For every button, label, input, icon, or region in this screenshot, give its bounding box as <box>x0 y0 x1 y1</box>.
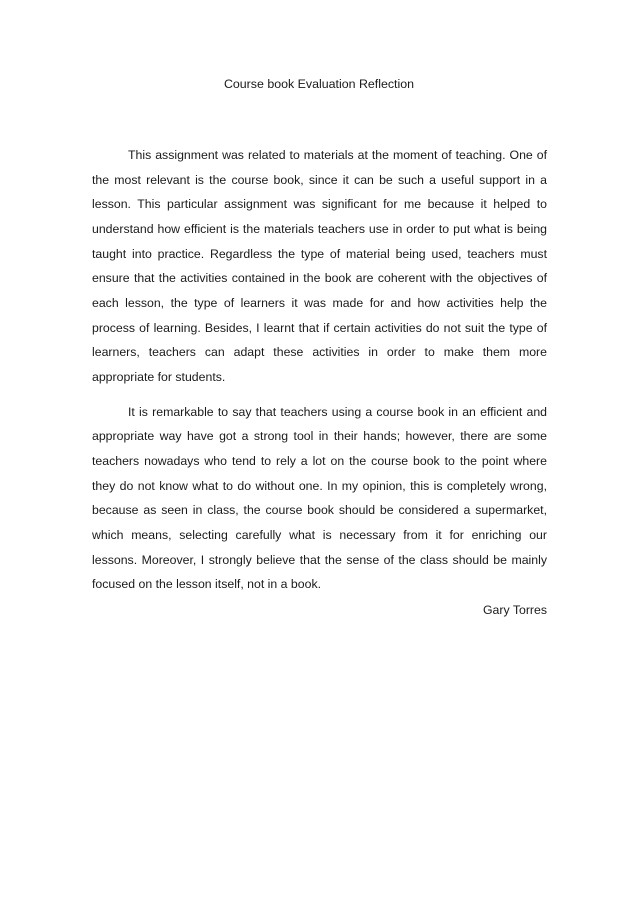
paragraph-1: This assignment was related to materials at the moment of teaching. One of the most relevant is the course book, since it can be such a useful support in a lesson. This particular assignment was significant for me because it helped to understand how efficient is the materials teachers use in order to put what is being taught into practice. Regardless the type of material being used, teachers must ensure that the activities contained in the book are coherent with the objectives of each lesson, the type of learners it was made for and how activities help the process of learning. Besides, I learnt that if certain activities do not suit the type of learners, teachers can adapt these activities in order to make them more appropriate for students. <box>92 148 547 384</box>
document-body <box>92 143 547 597</box>
document-title: Course book Evaluation Reflection <box>223 77 415 91</box>
paragraph-2: It is remarkable to say that teachers using a course book in an efficient and appropriate way have got a strong tool in their hands; however, there are some teachers nowadays who tend to rely a lot on the course book to the point where they do not know what to do without one. In my opinion, this is completely wrong, because as seen in class, the course book should be considered a supermarket, which means, selecting carefully what is necessary from it for enriching our lessons. Moreover, I strongly believe that the sense of the class should be mainly focused on the lesson itself, not in a book. <box>92 404 547 592</box>
author-signature: Gary Torres <box>482 603 547 617</box>
